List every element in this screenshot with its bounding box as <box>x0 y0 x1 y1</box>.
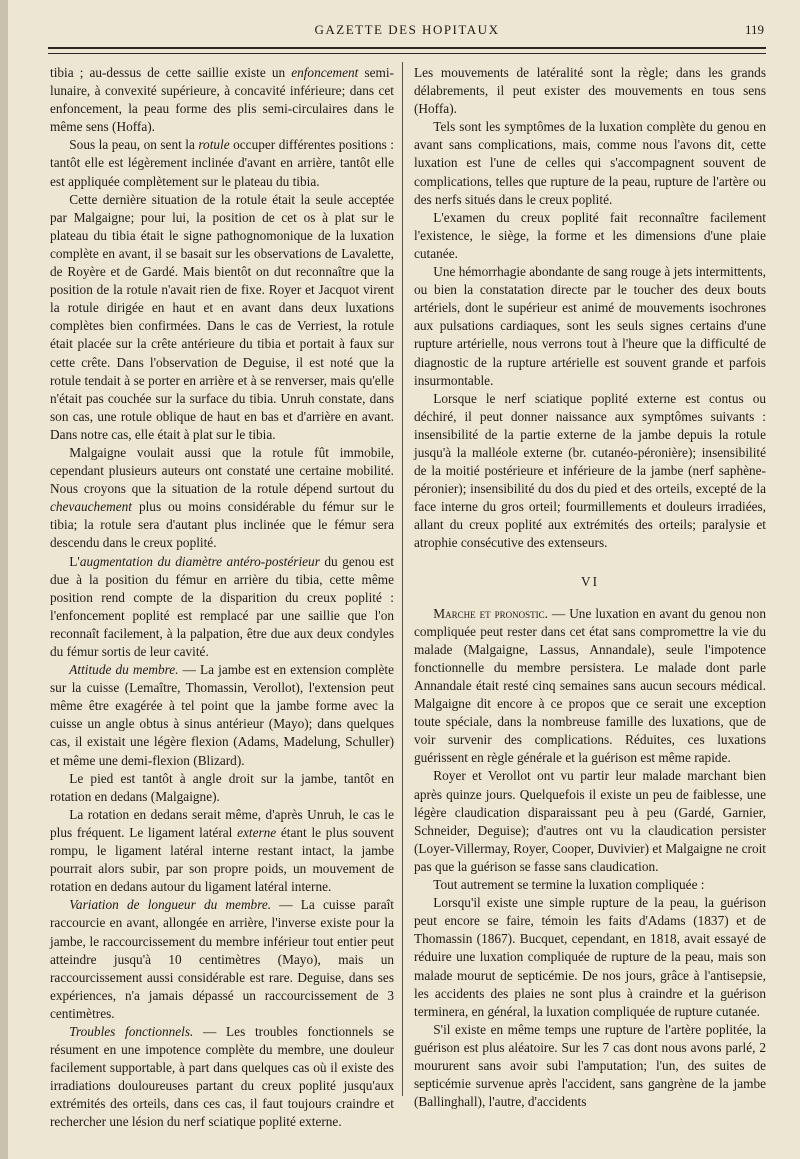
paragraph: tibia ; au-dessus de cette saillie existe un enfoncement semi-lunaire, à convexité supérieure, à concavité inférieure; dans cet enfoncement, la peau forme des plis semi-circulaires dans le même sens (Hoffa). <box>50 65 394 135</box>
paragraph: Malgaigne voulait aussi que la rotule fût immobile, cependant plusieurs auteurs ont constaté une certaine mobilité. Nous croyons que la situation de la rotule dépend surtout du chevauchement plus ou moins considérable du fémur sur le tibia; la rotule sera d'autant plus inclinée que le fémur sera descendu dans le creux poplité. <box>50 444 394 551</box>
page-number: 119 <box>744 22 764 37</box>
journal-title: GAZETTE DES HOPITAUX <box>314 22 500 37</box>
paragraph: Une hémorrhagie abondante de sang rouge à jets intermittents, ou bien la constatation directe par le toucher des deux bouts artériels, dont le supérieur est animé de mouvements isochrones aux pulsations cardiaques, sont les seuls signes certains d'une rupture artérielle, nous verrons tout à l'heure que la difficulté de diagnostic de la rupture artérielle est souvent grande et parfois insurmontable. <box>414 264 766 388</box>
left-column <box>50 64 394 1132</box>
header-rule-thin <box>48 53 766 54</box>
paragraph: Cette dernière situation de la rotule était la seule acceptée par Malgaigne; pour lui, la position de cet os à plat sur le plateau du tibia était le signe pathognomonique de la luxation complète en avant, il se basait sur les observations de Lavalette, de Royère et de Gardé. Mais bientôt on dut reconnaître que la position de la rotule n'avait rien de fixe. Royer et Jacquot virent la rotule dirigée en haut et en avant dans deux luxations complètes bien confirmées. Dans le cas de Verriest, la rotule était placée sur la crête antérieure du tibia et portait à faux sur cette crête. Dans l'observation de Deguise, il est noté que la rotule tendait à se porter en arrière et à se renverser, mais qu'elle n'était pas couchée sur la surface du tibia. Unruh constate, dans son cas, une rotule oblique de haut en bas et d'arrière en avant. Dans notre cas, elle était à plat sur le tibia. <box>50 191 394 442</box>
paragraph: Variation de longueur du membre. — La cuisse paraît raccourcie en avant, allongée en arrière, l'inverse existe pour la jambe, le raccourcissement du membre inférieur tout entier peut atteindre jusqu'à 10 centimètres (Mayo), mais un raccourcissement aussi considérable est rare. Deguise, dans ses expériences, n'a jamais dépassé un raccourcissement de 3 centimètres. <box>50 897 394 1021</box>
page-binding-edge <box>0 0 8 1159</box>
paragraph: Tels sont les symptômes de la luxation complète du genou en avant sans complications, mais, comme nous l'avons dit, cette luxation est l'une de celles qui s'accompagnent souvent de complications, telles que rupture de la peau, rupture de l'artère ou des nerfs situés dans le creux poplité. <box>414 119 766 207</box>
paragraph: S'il existe en même temps une rupture de l'artère poplitée, la guérison est plus aléatoire. Sur les 7 cas dont nous avons parlé, 2 moururent sans avoir subi l'amputation; l'un, des suites de septicémie survenue après l'accident, sans gangrène de la jambe (Ballinghall), l'autre, d'accidents <box>414 1021 766 1110</box>
paragraph: Sous la peau, on sent la rotule occuper différentes positions : tantôt elle est légèrement inclinée d'avant en arrière, tantôt elle est appliquée complètement sur le plateau du tibia. <box>50 137 394 189</box>
paragraph: Le pied est tantôt à angle droit sur la jambe, tantôt en rotation en dedans (Malgaigne). <box>50 770 394 804</box>
header-rule-thick <box>48 47 766 49</box>
page-header <box>48 22 766 42</box>
paragraph: Les mouvements de latéralité sont la règle; dans les grands délabrements, il peut exister des mouvements en tous sens (Hoffa). <box>414 65 766 117</box>
paragraph: Troubles fonctionnels. — Les troubles fonctionnels se résument en une impotence complète du membre, une douleur facilement supportable, à part dans quelques cas où il existe des irradiations douloureuses partant du creux poplité jusqu'aux extrémités des orteils, dans ces cas, il faut toujours craindre et rechercher une lésion du nerf sciatique poplité externe. <box>50 1023 394 1130</box>
paragraph: Marche et pronostic. — Une luxation en avant du genou non compliquée peut rester dans cet état sans compromettre la vie du malade (Malgaigne, Lassus, Annandale), seule l'impotence fonctionnelle du membre persistera. Le malade dont parle Annandale était resté cinq semaines sans aucun secours médical. Malgaigne dit encore à ce propos que ce serait une exception toute spéciale, dans la nombreuse famille des luxations, que de voir survenir des complications. Réduites, ces luxations guérissent en règle générale et la guérison est même rapide. <box>414 605 766 766</box>
paragraph: Lorsque le nerf sciatique poplité externe est contus ou déchiré, il peut donner naissance aux symptômes suivants : insensibilité de la partie externe de la jambe depuis la rotule jusqu'à la malléole externe (br. cutanéo-péronière); insensibilité de la moitié postérieure et inférieure de la jambe (nerf saphène-péronier); insensibilité du dos du pied et des orteils, excepté de la face interne du gros orteil; fourmillements et douleurs irradiées, allant du creux poplité aux extrémités des orteils; paralysie et atrophie consécutive des extenseurs. <box>414 390 766 551</box>
paragraph: L'augmentation du diamètre antéro-postérieur du genou est due à la position du fémur en arrière du tibia, cette même position rend compte de la disparition du creux poplité : l'enfoncement poplité est remplacé par une saillie que l'on reconnaît facilement, à la palpation, être due aux deux condyles du fémur sortis de leur cavité. <box>50 553 394 659</box>
section-heading: VI <box>580 573 600 589</box>
paragraph: L'examen du creux poplité fait reconnaître facilement l'existence, le siège, la forme et les dimensions d'une plaie cutanée. <box>414 209 766 261</box>
paragraph: Royer et Verollot ont vu partir leur malade marchant bien après quinze jours. Quelquefois il existe un peu de faiblesse, une légère claudication disparaissant peu à peu (Gardé, Garnier, Schneider, Deguise); d'autres ont vu la claudication persister (Loyer-Villermay, Royer, Cooper, Duvivier) et Malgaigne ne croit pas que la guérison se fasse sans claudication. <box>414 768 766 874</box>
column-divider <box>402 62 403 1096</box>
paragraph: Lorsqu'il existe une simple rupture de la peau, la guérison peut encore se faire, témoin les faits d'Adams (1837) et de Thomassin (1867). Bucquet, cependant, en 1818, avait essayé de réduire une luxation compliquée de rupture de la peau, mais son malade mourut de septicémie. De nos jours, grâce à l'antisepsie, les accidents des plaies ne sont plus à craindre et la guérison terminera, en général, la luxation compliquée de rupture cutanée. <box>414 895 766 1019</box>
paragraph: Tout autrement se termine la luxation compliquée : <box>433 877 705 893</box>
paragraph: Attitude du membre. — La jambe est en extension complète sur la cuisse (Lemaître, Thomassin, Verollot), l'extension peut même être exagérée à tel point que la jambe forme avec la cuisse un angle obtus à sinus antérieur (Mayo); dans quelques cas, il existait une légère flexion (Adams, Madelung, Schuller) et même une demi-flexion (Blizard). <box>50 662 394 768</box>
right-column <box>414 64 766 1111</box>
paragraph: La rotation en dedans serait même, d'après Unruh, le cas le plus fréquent. Le ligament latéral externe étant le plus souvent rompu, le ligament latéral interne restant intact, la jambe pourrait alors subir, par son propre poids, un mouvement de rotation en dedans autour du ligament latéral interne. <box>50 806 394 895</box>
